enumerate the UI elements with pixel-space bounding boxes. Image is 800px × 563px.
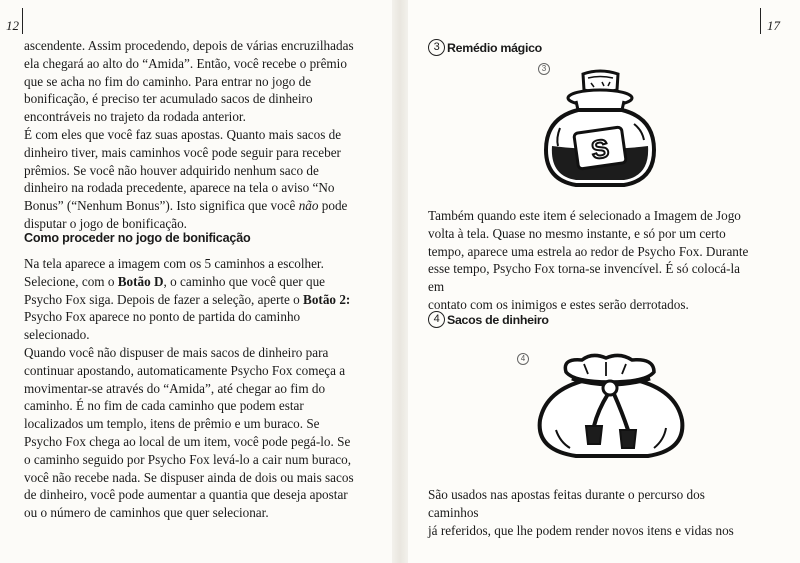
item-4-title: Sacos de dinheiro <box>447 312 549 327</box>
text-line: Psycho Fox chega ao local de um item, você pode pegá-lo. Se <box>24 433 351 449</box>
text-line: contato com os inimigos e estes serão derrotados. <box>428 296 689 312</box>
item-3-number: 3 <box>428 39 445 56</box>
text-line: ela chegará ao alto do “Amida”. Então, você recebe o prêmio <box>24 55 347 71</box>
text-line: esse tempo, Psycho Fox torna-se invencível. É só colocá-la em <box>428 261 741 295</box>
illustration-4-number: 4 <box>517 353 529 365</box>
text-line: tempo, aparece uma estrela ao redor de Psycho Fox. Durante <box>428 243 749 259</box>
text-line: ascendente. Assim procedendo, depois de várias encruzilhadas <box>24 38 354 53</box>
text-line: Quando você não dispuser de mais sacos de dinheiro para <box>24 344 329 360</box>
text-line: dinheiro tiver, mais caminhos você pode seguir para receber <box>24 144 341 160</box>
text-line: disputar o jogo de bonificação. <box>24 215 187 231</box>
text-line: caminho. É no fim de cada caminho que podem estar <box>24 398 304 414</box>
text-line: movimentar-se através do “Amida”, até chegar ao fim do <box>24 380 326 396</box>
illustration-3-number: 3 <box>538 63 550 75</box>
text-line: volta à tela. Quase no mesmo instante, e só por um certo <box>428 225 726 241</box>
text-line: de dinheiro, você pode aumentar a quantia que deseja apostar <box>24 487 348 503</box>
text-line: prêmios. Se você não houver adquirido nenhum saco de <box>24 162 319 178</box>
text-line: São usados nas apostas feitas durante o percurso dos caminhos <box>428 487 705 520</box>
bottle-label-letter: S <box>589 132 611 166</box>
text-line: É com eles que você faz suas apostas. Quanto mais sacos de <box>24 126 342 142</box>
text-line: Bonus” (“Nenhum Bonus”). Isto significa que você não pode <box>24 198 348 214</box>
text-line: o caminho seguido por Psycho Fox levá-lo a cair num buraco, <box>24 451 352 467</box>
page-number-rule-left <box>22 8 23 34</box>
text-line: continuar apostando, automaticamente Psycho Fox começa a <box>24 362 346 378</box>
item-3-description <box>428 207 758 314</box>
section-heading: Como proceder no jogo de bonificação <box>24 231 251 245</box>
text-line: Psycho Fox siga. Depois de fazer a seleção, aperte o Botão 2: <box>24 291 351 307</box>
item-3-title: Remédio mágico <box>447 40 542 55</box>
book-gutter <box>392 0 408 563</box>
page-number-right: 17 <box>767 18 780 33</box>
text-line: dinheiro na rodada precedente, aparece na tela o aviso “No <box>24 180 335 196</box>
button-2-label: Botão 2: <box>303 291 351 307</box>
intro-paragraph <box>24 37 354 233</box>
button-d-label: Botão D <box>117 273 164 289</box>
item-4-description <box>428 486 758 539</box>
page-number-left: 12 <box>6 18 19 33</box>
text-line: encontráveis no trajeto da rodada anterior. <box>24 109 246 125</box>
text-line: você não recebe nada. Se dispuser ainda de dois ou mais sacos <box>24 469 354 485</box>
text-line: Também quando este item é selecionado a Imagem de Jogo <box>428 208 741 223</box>
text-line: bonificação, é preciso ter acumulado sacos de dinheiro <box>24 91 313 107</box>
text-line: Psycho Fox aparece no ponto de partida do caminho <box>24 309 301 325</box>
text-line: Selecione, com o Botão D, o caminho que você quer que <box>24 273 326 289</box>
magic-potion-bottle-icon <box>536 68 666 190</box>
item-4-heading <box>428 311 758 328</box>
text-line: localizados um templo, itens de prêmio e um buraco. Se <box>24 416 320 432</box>
item-3-heading <box>428 39 758 56</box>
text-line: ou o número de caminhos que quer selecionar. <box>24 505 269 521</box>
text-line: já referidos, que lhe podem render novos itens e vidas nos <box>428 522 734 538</box>
money-sack-icon <box>526 350 696 462</box>
item-4-number: 4 <box>428 311 445 328</box>
section-paragraph <box>24 255 354 522</box>
text-line: que se acha no fim do caminho. Para entrar no jogo de <box>24 73 312 89</box>
emphasis-nao: não <box>298 198 319 214</box>
text-line: Na tela aparece a imagem com os 5 caminhos a escolher. <box>24 256 324 271</box>
text-line: selecionado. <box>24 327 90 343</box>
page-number-rule-right <box>760 8 761 34</box>
